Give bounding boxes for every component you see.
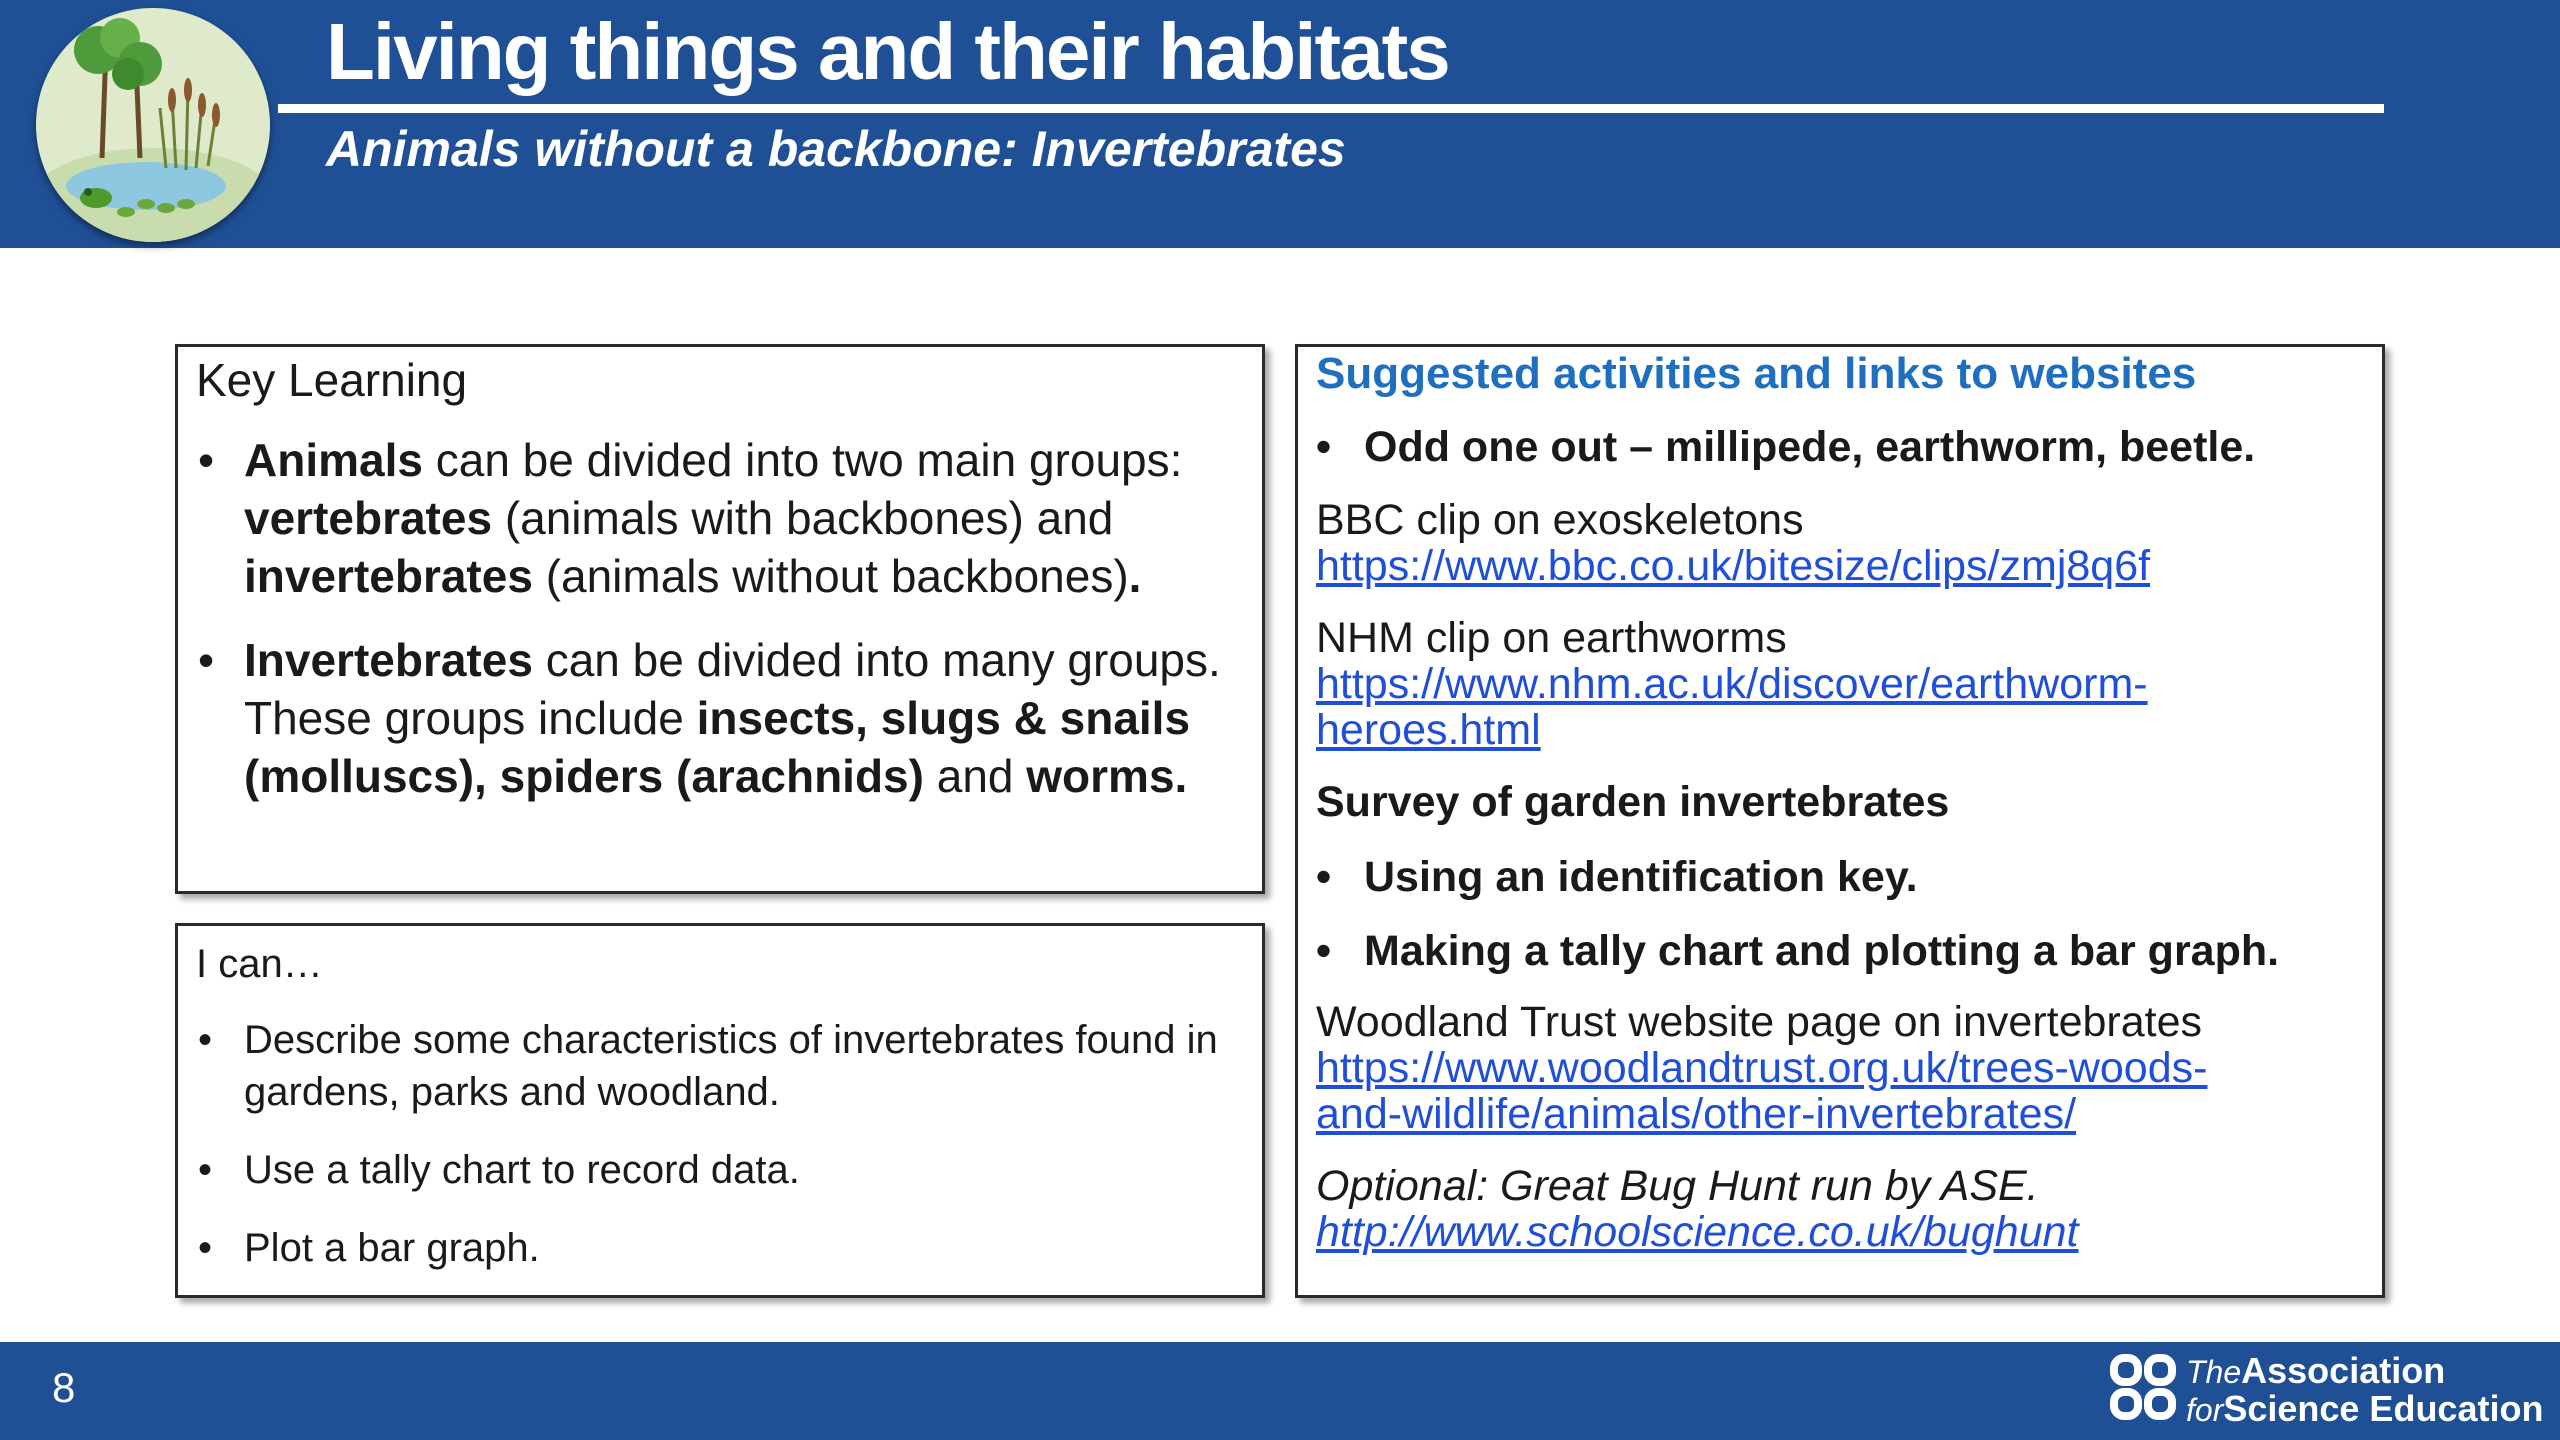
ase-science-education-text: Science Education <box>2223 1388 2544 1429</box>
key-learning-box <box>175 344 1265 894</box>
key-learning-heading: Key Learning <box>196 354 468 406</box>
optional-label: Optional: Great Bug Hunt run by ASE. <box>1316 1162 2039 1210</box>
survey-item-text: Using an identification key. <box>1364 853 1918 901</box>
survey-item <box>1316 853 1918 902</box>
footer-bar <box>0 1342 2560 1440</box>
bullet-icon: • <box>198 1018 213 1062</box>
woodland-link[interactable]: https://www.woodlandtrust.org.uk/trees-woods- <box>1316 1044 2208 1092</box>
ase-wordmark-bottom <box>2186 1388 2543 1430</box>
bullet-icon: • <box>198 1226 213 1270</box>
header-bar <box>0 0 2560 248</box>
woodland-link-continued[interactable]: and-wildlife/animals/other-invertebrates/ <box>1316 1090 2077 1138</box>
key-learning-list <box>178 431 1238 805</box>
i-can-list <box>178 1014 1238 1274</box>
bullet-icon: • <box>1316 853 1332 901</box>
list-item <box>178 1014 1238 1118</box>
list-item <box>178 631 1238 805</box>
survey-heading: Survey of garden invertebrates <box>1316 778 1950 826</box>
text-bold: worms. <box>1026 750 1188 802</box>
ase-for-text: for <box>2186 1392 2224 1428</box>
page-number: 8 <box>52 1364 76 1411</box>
text-bold: Invertebrates <box>244 634 533 686</box>
list-item <box>178 1222 1238 1274</box>
list-item-text: Use a tally chart to record data. <box>244 1148 800 1192</box>
text: and <box>923 750 1027 802</box>
list-item <box>178 1144 1238 1196</box>
list-item <box>178 431 1238 605</box>
survey-item <box>1316 927 2279 976</box>
bullet-icon: • <box>198 1148 213 1192</box>
list-item-text: Describe some characteristics of invertebrates found in gardens, parks and woodland. <box>244 1018 1218 1114</box>
list-item-text: Plot a bar graph. <box>244 1226 540 1270</box>
text: (animals without backbones) <box>532 550 1129 602</box>
bullet-icon: • <box>1316 423 1332 471</box>
suggested-heading: Suggested activities and links to websites <box>1316 349 2197 398</box>
bughunt-link[interactable]: http://www.schoolscience.co.uk/bughunt <box>1316 1208 2079 1256</box>
ase-wordmark-top <box>2186 1350 2445 1392</box>
text: can be divided into many groups. These groups include <box>244 634 1221 744</box>
ase-logo-icon <box>2108 1352 2178 1422</box>
text-bold: . <box>1128 550 1142 602</box>
nhm-link[interactable]: https://www.nhm.ac.uk/discover/earthworm- <box>1316 660 2148 708</box>
bullet-icon: • <box>198 434 215 486</box>
text-bold: invertebrates <box>244 550 533 602</box>
text: can be divided into two main groups: <box>422 434 1183 486</box>
suggested-activities-box <box>1295 344 2385 1298</box>
text-bold: Animals <box>244 434 423 486</box>
ase-association-text: Association <box>2241 1350 2446 1391</box>
nhm-label: NHM clip on earthworms <box>1316 614 1787 662</box>
page-subtitle: Animals without a backbone: Invertebrates <box>326 121 1346 177</box>
text: (animals with backbones) and <box>492 492 1114 544</box>
bullet-icon: • <box>198 634 215 686</box>
nhm-link-continued[interactable]: heroes.html <box>1316 706 1541 754</box>
bullet-icon: • <box>1316 927 1332 975</box>
survey-item-text: Making a tally chart and plotting a bar graph. <box>1364 927 2280 975</box>
bbc-link[interactable]: https://www.bbc.co.uk/bitesize/clips/zmj8q6f <box>1316 542 2151 590</box>
ase-the-text: The <box>2186 1354 2242 1390</box>
title-divider <box>278 104 2384 113</box>
i-can-heading: I can… <box>196 942 323 986</box>
odd-one-out-text: Odd one out – millipede, earthworm, beetle. <box>1364 423 2256 471</box>
i-can-box <box>175 923 1265 1298</box>
woodland-label: Woodland Trust website page on invertebrates <box>1316 998 2203 1046</box>
pond-habitat-icon <box>36 8 270 242</box>
odd-one-out-item <box>1316 423 2255 472</box>
text-bold: insects, slugs & snails (molluscs), spiders (arachnids) <box>244 692 1191 802</box>
bbc-label: BBC clip on exoskeletons <box>1316 496 1804 544</box>
text-bold: vertebrates <box>244 492 493 544</box>
page-title: Living things and their habitats <box>326 7 1449 96</box>
